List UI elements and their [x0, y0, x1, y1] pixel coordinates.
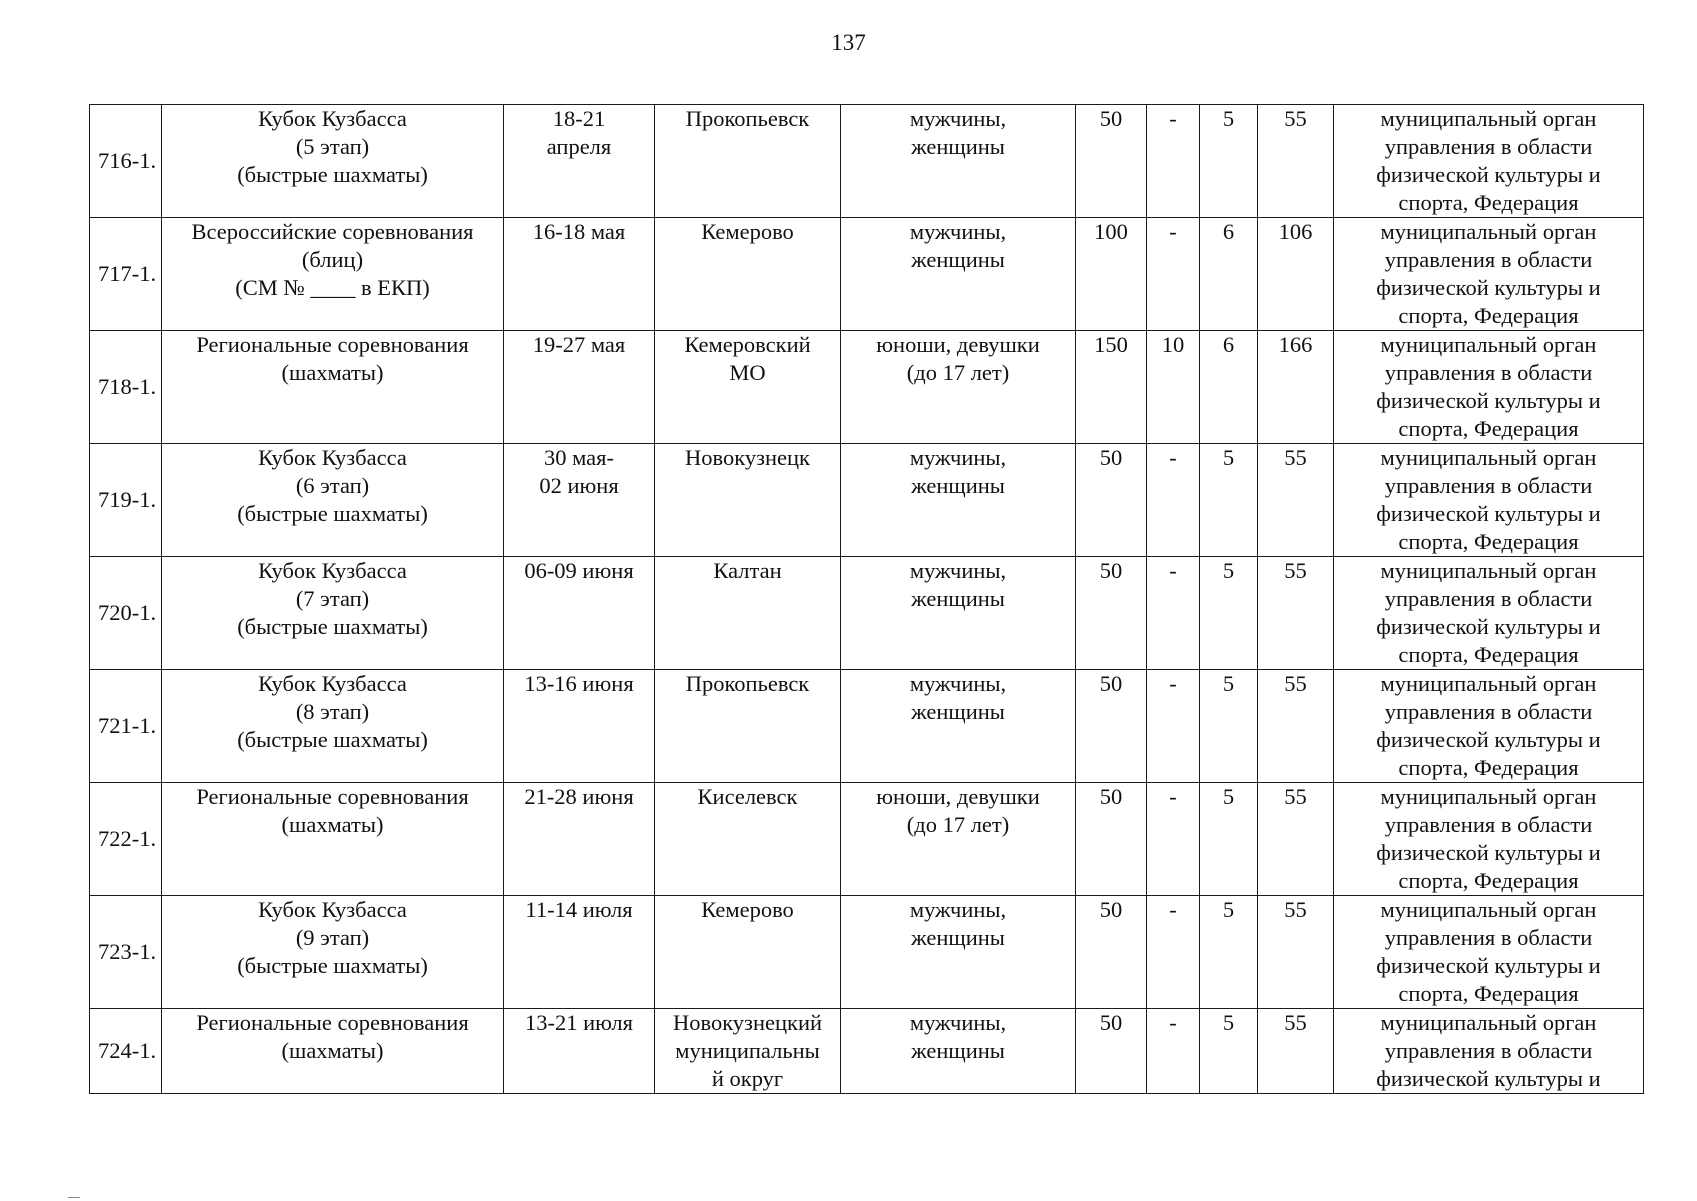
participants-line: юноши, девушки — [876, 784, 1040, 809]
row-number-cell: 718-1. — [90, 331, 162, 444]
place-line: муниципальны — [675, 1038, 820, 1063]
org-line: управления в области — [1384, 473, 1593, 498]
row-number-cell: 721-1. — [90, 670, 162, 783]
event-name-cell — [162, 1009, 504, 1094]
name-line: Региональные соревнования — [196, 332, 469, 357]
participants-cell — [841, 444, 1076, 557]
participants-cell — [841, 1009, 1076, 1094]
name-line: (быстрые шахматы) — [237, 727, 428, 752]
org-line: управления в области — [1384, 699, 1593, 724]
place-line: Кемерово — [701, 897, 794, 922]
place-cell — [655, 218, 841, 331]
event-name-cell — [162, 444, 504, 557]
dates-line: 18-21 — [552, 106, 606, 131]
count-extra-cell: - — [1147, 783, 1200, 896]
name-line: Региональные соревнования — [196, 784, 469, 809]
place-line: Киселевск — [697, 784, 798, 809]
row-number-cell: 723-1. — [90, 896, 162, 1009]
count-officials-cell: 6 — [1200, 331, 1258, 444]
row-number-cell: 716-1. — [90, 105, 162, 218]
participants-line: женщины — [911, 586, 1005, 611]
place-line: й округ — [711, 1066, 784, 1091]
participants-line: женщины — [911, 699, 1005, 724]
participants-line: мужчины, — [909, 671, 1007, 696]
table-row — [90, 1009, 1644, 1094]
participants-cell — [841, 896, 1076, 1009]
participants-line: мужчины, — [909, 558, 1007, 583]
org-line: управления в области — [1384, 134, 1593, 159]
count-total-cell: 55 — [1258, 444, 1334, 557]
place-cell — [655, 783, 841, 896]
count-participants-cell: 50 — [1076, 670, 1147, 783]
org-line: спорта, Федерация — [1398, 190, 1579, 215]
participants-line: женщины — [911, 247, 1005, 272]
dates-line: 16-18 мая — [532, 219, 626, 244]
count-total-cell: 55 — [1258, 896, 1334, 1009]
place-line: Прокопьевск — [685, 671, 810, 696]
event-name-cell — [162, 670, 504, 783]
org-line: муниципальный орган — [1380, 784, 1597, 809]
event-name-cell — [162, 105, 504, 218]
org-line: физической культуры и — [1376, 162, 1601, 187]
dates-cell — [504, 896, 655, 1009]
org-line: управления в области — [1384, 586, 1593, 611]
organizer-cell — [1334, 557, 1644, 670]
org-line: физической культуры и — [1376, 388, 1601, 413]
participants-line: мужчины, — [909, 106, 1007, 131]
name-line: (7 этап) — [295, 586, 370, 611]
event-name-cell — [162, 783, 504, 896]
participants-line: мужчины, — [909, 219, 1007, 244]
count-extra-cell: - — [1147, 557, 1200, 670]
count-total-cell: 166 — [1258, 331, 1334, 444]
count-officials-cell: 5 — [1200, 444, 1258, 557]
participants-cell — [841, 783, 1076, 896]
events-table — [89, 104, 1644, 1094]
organizer-cell — [1334, 105, 1644, 218]
organizer-cell — [1334, 444, 1644, 557]
count-extra-cell: 10 — [1147, 331, 1200, 444]
place-line: Калтан — [713, 558, 782, 583]
org-line: муниципальный орган — [1380, 671, 1597, 696]
count-participants-cell: 50 — [1076, 896, 1147, 1009]
count-total-cell: 55 — [1258, 105, 1334, 218]
row-number-cell: 719-1. — [90, 444, 162, 557]
name-line: Кубок Кузбасса — [258, 106, 407, 131]
table-row — [90, 444, 1644, 557]
row-number-cell: 720-1. — [90, 557, 162, 670]
name-line: Всероссийские соревнования — [191, 219, 474, 244]
place-line: Новокузнецк — [685, 445, 810, 470]
event-name-cell — [162, 331, 504, 444]
event-name-cell — [162, 896, 504, 1009]
dates-cell — [504, 783, 655, 896]
organizer-cell — [1334, 1009, 1644, 1094]
place-cell — [655, 331, 841, 444]
dates-cell — [504, 670, 655, 783]
name-line: (быстрые шахматы) — [237, 614, 428, 639]
org-line: муниципальный орган — [1380, 558, 1597, 583]
count-extra-cell: - — [1147, 105, 1200, 218]
table-row — [90, 896, 1644, 1009]
dates-cell — [504, 105, 655, 218]
place-cell — [655, 444, 841, 557]
dates-line: 02 июня — [539, 473, 619, 498]
org-line: физической культуры и — [1376, 953, 1601, 978]
participants-line: юноши, девушки — [876, 332, 1040, 357]
org-line: муниципальный орган — [1380, 445, 1597, 470]
participants-line: женщины — [911, 473, 1005, 498]
org-line: спорта, Федерация — [1398, 303, 1579, 328]
name-line: Региональные соревнования — [196, 1010, 469, 1035]
name-line: Кубок Кузбасса — [258, 897, 407, 922]
name-line: (быстрые шахматы) — [237, 953, 428, 978]
table-row — [90, 670, 1644, 783]
place-line: Кемеровский — [684, 332, 811, 357]
org-line: спорта, Федерация — [1398, 642, 1579, 667]
name-line: (5 этап) — [295, 134, 370, 159]
dates-line: 13-16 июня — [524, 671, 634, 696]
name-line: (СМ № ____ в ЕКП) — [235, 275, 430, 300]
count-total-cell: 55 — [1258, 783, 1334, 896]
participants-cell — [841, 331, 1076, 444]
row-number-cell: 717-1. — [90, 218, 162, 331]
participants-line: (до 17 лет) — [906, 360, 1010, 385]
name-line: (9 этап) — [295, 925, 370, 950]
dates-line: 13-21 июля — [525, 1010, 633, 1035]
place-line: МО — [729, 360, 766, 385]
count-officials-cell: 5 — [1200, 1009, 1258, 1094]
row-number-cell: 724-1. — [90, 1009, 162, 1094]
table-row — [90, 218, 1644, 331]
participants-line: женщины — [911, 925, 1005, 950]
count-total-cell: 55 — [1258, 557, 1334, 670]
org-line: управления в области — [1384, 1038, 1593, 1063]
org-line: муниципальный орган — [1380, 1010, 1597, 1035]
dates-line: 11-14 июля — [525, 897, 633, 922]
org-line: спорта, Федерация — [1398, 868, 1579, 893]
count-extra-cell: - — [1147, 1009, 1200, 1094]
org-line: физической культуры и — [1376, 275, 1601, 300]
place-cell — [655, 670, 841, 783]
dates-cell — [504, 218, 655, 331]
name-line: (8 этап) — [295, 699, 370, 724]
table-row — [90, 331, 1644, 444]
count-total-cell: 55 — [1258, 1009, 1334, 1094]
org-line: физической культуры и — [1376, 840, 1601, 865]
participants-cell — [841, 670, 1076, 783]
organizer-cell — [1334, 218, 1644, 331]
dates-line: 30 мая- — [543, 445, 615, 470]
participants-line: мужчины, — [909, 1010, 1007, 1035]
count-officials-cell: 5 — [1200, 105, 1258, 218]
participants-line: мужчины, — [909, 897, 1007, 922]
participants-line: мужчины, — [909, 445, 1007, 470]
participants-line: женщины — [911, 1038, 1005, 1063]
organizer-cell — [1334, 670, 1644, 783]
org-line: управления в области — [1384, 812, 1593, 837]
name-line: Кубок Кузбасса — [258, 558, 407, 583]
org-line: спорта, Федерация — [1398, 416, 1579, 441]
dates-line: 19-27 мая — [532, 332, 626, 357]
count-extra-cell: - — [1147, 670, 1200, 783]
organizer-cell — [1334, 896, 1644, 1009]
count-officials-cell: 5 — [1200, 670, 1258, 783]
page-edge-mark — [68, 1197, 80, 1201]
participants-line: женщины — [911, 134, 1005, 159]
organizer-cell — [1334, 331, 1644, 444]
count-extra-cell: - — [1147, 444, 1200, 557]
name-line: (шахматы) — [281, 1038, 384, 1063]
count-participants-cell: 50 — [1076, 557, 1147, 670]
place-cell — [655, 557, 841, 670]
place-line: Новокузнецкий — [672, 1010, 823, 1035]
page-number: 137 — [831, 30, 866, 55]
org-line: муниципальный орган — [1380, 219, 1597, 244]
count-participants-cell: 150 — [1076, 331, 1147, 444]
count-officials-cell: 6 — [1200, 218, 1258, 331]
org-line: управления в области — [1384, 247, 1593, 272]
org-line: муниципальный орган — [1380, 897, 1597, 922]
place-cell — [655, 896, 841, 1009]
count-total-cell: 106 — [1258, 218, 1334, 331]
org-line: муниципальный орган — [1380, 332, 1597, 357]
dates-cell — [504, 331, 655, 444]
count-participants-cell: 100 — [1076, 218, 1147, 331]
count-participants-cell: 50 — [1076, 1009, 1147, 1094]
row-number-cell: 722-1. — [90, 783, 162, 896]
org-line: спорта, Федерация — [1398, 981, 1579, 1006]
place-line: Кемерово — [701, 219, 794, 244]
org-line: муниципальный орган — [1380, 106, 1597, 131]
org-line: физической культуры и — [1376, 614, 1601, 639]
org-line: физической культуры и — [1376, 727, 1601, 752]
org-line: спорта, Федерация — [1398, 755, 1579, 780]
name-line: (быстрые шахматы) — [237, 162, 428, 187]
count-participants-cell: 50 — [1076, 444, 1147, 557]
participants-line: (до 17 лет) — [906, 812, 1010, 837]
count-officials-cell: 5 — [1200, 896, 1258, 1009]
dates-line: 06-09 июня — [524, 558, 634, 583]
count-participants-cell: 50 — [1076, 783, 1147, 896]
count-officials-cell: 5 — [1200, 557, 1258, 670]
event-name-cell — [162, 557, 504, 670]
name-line: (быстрые шахматы) — [237, 501, 428, 526]
participants-cell — [841, 557, 1076, 670]
participants-cell — [841, 218, 1076, 331]
org-line: спорта, Федерация — [1398, 529, 1579, 554]
dates-line: апреля — [546, 134, 612, 159]
place-cell — [655, 105, 841, 218]
count-officials-cell: 5 — [1200, 783, 1258, 896]
org-line: физической культуры и — [1376, 501, 1601, 526]
count-extra-cell: - — [1147, 218, 1200, 331]
table-row — [90, 105, 1644, 218]
name-line: (6 этап) — [295, 473, 370, 498]
name-line: Кубок Кузбасса — [258, 671, 407, 696]
dates-cell — [504, 557, 655, 670]
count-participants-cell: 50 — [1076, 105, 1147, 218]
count-extra-cell: - — [1147, 896, 1200, 1009]
organizer-cell — [1334, 783, 1644, 896]
name-line: (блиц) — [301, 247, 364, 272]
org-line: управления в области — [1384, 925, 1593, 950]
place-line: Прокопьевск — [685, 106, 810, 131]
dates-cell — [504, 444, 655, 557]
name-line: (шахматы) — [281, 360, 384, 385]
table-row — [90, 783, 1644, 896]
org-line: управления в области — [1384, 360, 1593, 385]
table-row — [90, 557, 1644, 670]
count-total-cell: 55 — [1258, 670, 1334, 783]
dates-line: 21-28 июня — [524, 784, 634, 809]
name-line: Кубок Кузбасса — [258, 445, 407, 470]
dates-cell — [504, 1009, 655, 1094]
name-line: (шахматы) — [281, 812, 384, 837]
org-line: физической культуры и — [1376, 1066, 1601, 1091]
event-name-cell — [162, 218, 504, 331]
participants-cell — [841, 105, 1076, 218]
place-cell — [655, 1009, 841, 1094]
